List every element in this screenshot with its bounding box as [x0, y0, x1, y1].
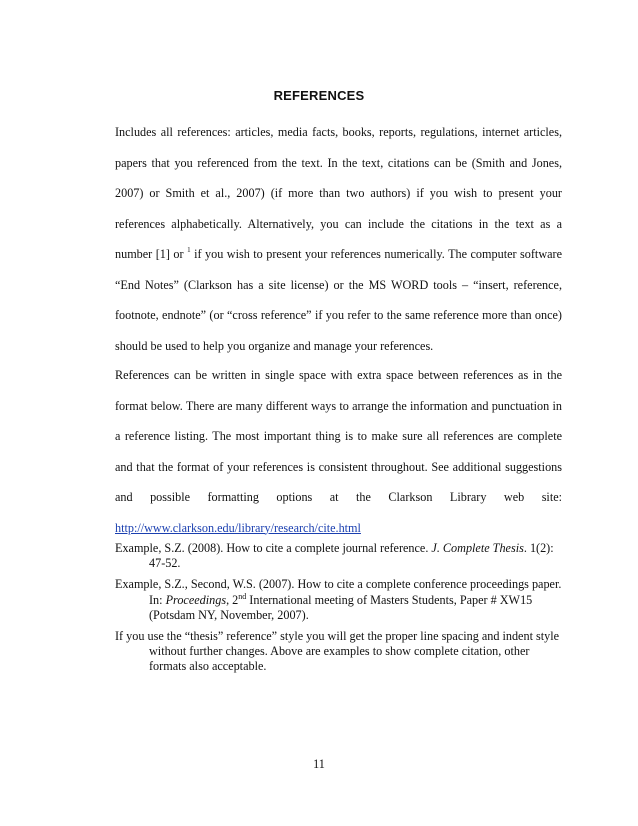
reference-text: If you use the “thesis” reference” style you will get the proper line spacing and indent style without further changes. Above are examples to show complete citation, other formats also acceptable.	[115, 629, 560, 674]
reference-text: . 1(2): 47-52.	[149, 541, 554, 571]
reference-item-note	[115, 629, 562, 675]
reference-list	[115, 541, 562, 681]
format-text: References can be written in single space with extra space between references as in the format below. There are many different ways to arrange the information and punctuation in a reference listing. The most important thing is to make sure all references are complete and that the format of your references is consistent throughout. See additional suggestions and possible formatting options at the Clarkson Library web site:	[115, 368, 562, 504]
format-paragraph	[115, 360, 562, 543]
reference-text: , 2	[226, 592, 239, 607]
library-cite-link[interactable]: http://www.clarkson.edu/library/research/cite.html	[115, 520, 361, 535]
intro-text-b: if you wish to present your references numerically. The computer software “End Notes” (Clarkson has a site license) or the MS WORD tools – “insert, reference, footnote, endnote” (or “cross reference” if you refer to the same reference more than once) should be used to help you organize and manage your references.	[115, 247, 562, 353]
page-number: 11	[313, 757, 325, 771]
reference-text: International meeting of Masters Students, Paper # XW15 (Potsdam NY, November, 2007).	[149, 592, 533, 622]
reference-text: Example, S.Z. (2008). How to cite a complete journal reference.	[115, 541, 432, 555]
reference-text: Example, S.Z., Second, W.S. (2007). How to cite a complete conference proceedings paper. In:	[115, 577, 562, 607]
proceedings-title: Proceedings	[165, 592, 227, 607]
reference-item-proceedings	[115, 577, 562, 623]
reference-item-journal	[115, 541, 562, 571]
intro-paragraph	[115, 117, 562, 361]
ordinal-suffix: nd	[238, 591, 247, 601]
numeric-citation-superscript: 1	[187, 246, 191, 254]
journal-title: J. Complete Thesis	[431, 541, 524, 555]
intro-text-a: Includes all references: articles, media facts, books, reports, regulations, internet articles, papers that you referenced from the text. In the text, citations can be (Smith and Jones, 2007) or Smith et al., 2007) (if more than two authors) if you wish to present your references alphabetically. Alternatively, you can include the citations in the text as a number [1] or	[115, 125, 562, 261]
page-heading: REFERENCES	[273, 88, 365, 103]
